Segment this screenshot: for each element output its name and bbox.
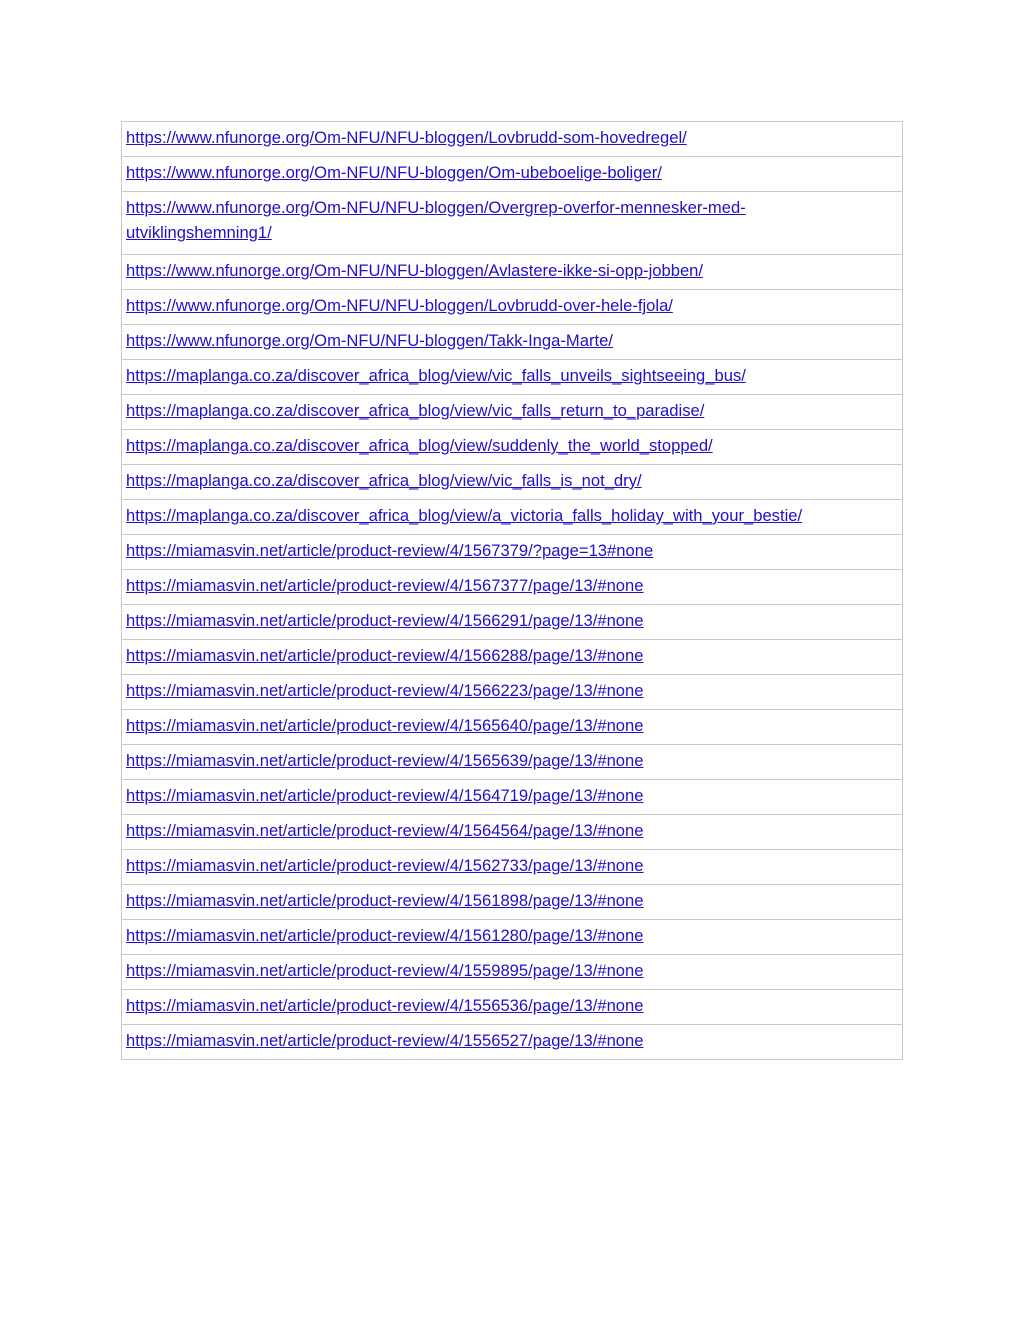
link-cell [122,255,903,290]
link[interactable]: https://miamasvin.net/article/product-review/4/1562733/page/13/#none [126,856,644,875]
link-cell [122,360,903,395]
link[interactable]: https://www.nfunorge.org/Om-NFU/NFU-bloggen/Lovbrudd-over-hele-fjola/ [126,296,673,315]
link[interactable]: https://miamasvin.net/article/product-review/4/1564719/page/13/#none [126,786,644,805]
link[interactable]: https://www.nfunorge.org/Om-NFU/NFU-bloggen/Lovbrudd-som-hovedregel/ [126,128,687,147]
table-row [122,640,903,675]
table-row [122,1025,903,1060]
link-cell [122,395,903,430]
table-row [122,290,903,325]
link[interactable]: https://maplanga.co.za/discover_africa_blog/view/vic_falls_return_to_paradise/ [126,401,705,420]
table-row [122,535,903,570]
table-row [122,885,903,920]
link-cell [122,192,903,255]
link[interactable]: https://miamasvin.net/article/product-review/4/1561898/page/13/#none [126,891,644,910]
table-row [122,122,903,157]
link-cell [122,535,903,570]
table-row [122,430,903,465]
table-row [122,920,903,955]
link-cell [122,157,903,192]
table-row [122,325,903,360]
link[interactable]: https://miamasvin.net/article/product-review/4/1556527/page/13/#none [126,1031,644,1050]
table-row [122,360,903,395]
table-row [122,675,903,710]
link-cell [122,850,903,885]
link-continuation[interactable]: utviklingshemning1/ [126,223,272,242]
table-row [122,815,903,850]
link[interactable]: https://miamasvin.net/article/product-review/4/1561280/page/13/#none [126,926,644,945]
link-cell [122,745,903,780]
table-row [122,157,903,192]
link-cell [122,990,903,1025]
link-cell [122,640,903,675]
table-row [122,850,903,885]
link-table-body [122,122,903,1060]
link-cell [122,955,903,990]
link-cell [122,605,903,640]
link[interactable]: https://miamasvin.net/article/product-review/4/1556536/page/13/#none [126,996,644,1015]
link-cell [122,675,903,710]
link[interactable]: https://www.nfunorge.org/Om-NFU/NFU-bloggen/Overgrep-overfor-mennesker-med- [126,198,746,217]
table-row [122,192,903,255]
link-cell [122,122,903,157]
link[interactable]: https://miamasvin.net/article/product-review/4/1566291/page/13/#none [126,611,644,630]
table-row [122,955,903,990]
link-cell [122,570,903,605]
link-cell [122,815,903,850]
link-cell [122,465,903,500]
table-row [122,710,903,745]
link[interactable]: https://miamasvin.net/article/product-review/4/1565640/page/13/#none [126,716,644,735]
link-cell [122,885,903,920]
link[interactable]: https://maplanga.co.za/discover_africa_blog/view/vic_falls_is_not_dry/ [126,471,642,490]
table-row [122,500,903,535]
link[interactable]: https://miamasvin.net/article/product-review/4/1567379/?page=13#none [126,541,654,560]
link[interactable]: https://miamasvin.net/article/product-review/4/1564564/page/13/#none [126,821,644,840]
link-cell [122,1025,903,1060]
link-cell [122,500,903,535]
table-row [122,465,903,500]
link-cell [122,710,903,745]
table-row [122,570,903,605]
link[interactable]: https://miamasvin.net/article/product-review/4/1566288/page/13/#none [126,646,644,665]
table-row [122,395,903,430]
link[interactable]: https://miamasvin.net/article/product-review/4/1566223/page/13/#none [126,681,644,700]
link[interactable]: https://www.nfunorge.org/Om-NFU/NFU-bloggen/Takk-Inga-Marte/ [126,331,613,350]
link[interactable]: https://maplanga.co.za/discover_africa_blog/view/a_victoria_falls_holiday_with_your_bestie/ [126,506,803,525]
link[interactable]: https://maplanga.co.za/discover_africa_blog/view/suddenly_the_world_stopped/ [126,436,713,455]
table-row [122,255,903,290]
link-table [121,121,903,1060]
link-cell [122,780,903,815]
link-cell [122,920,903,955]
link-cell [122,325,903,360]
link-cell [122,430,903,465]
table-row [122,745,903,780]
link[interactable]: https://miamasvin.net/article/product-review/4/1565639/page/13/#none [126,751,644,770]
link[interactable]: https://miamasvin.net/article/product-review/4/1559895/page/13/#none [126,961,644,980]
table-row [122,990,903,1025]
link[interactable]: https://miamasvin.net/article/product-review/4/1567377/page/13/#none [126,576,644,595]
link[interactable]: https://www.nfunorge.org/Om-NFU/NFU-bloggen/Om-ubeboelige-boliger/ [126,163,662,182]
link[interactable]: https://www.nfunorge.org/Om-NFU/NFU-bloggen/Avlastere-ikke-si-opp-jobben/ [126,261,704,280]
link-cell [122,290,903,325]
table-row [122,605,903,640]
link[interactable]: https://maplanga.co.za/discover_africa_blog/view/vic_falls_unveils_sightseeing_bus/ [126,366,746,385]
table-row [122,780,903,815]
